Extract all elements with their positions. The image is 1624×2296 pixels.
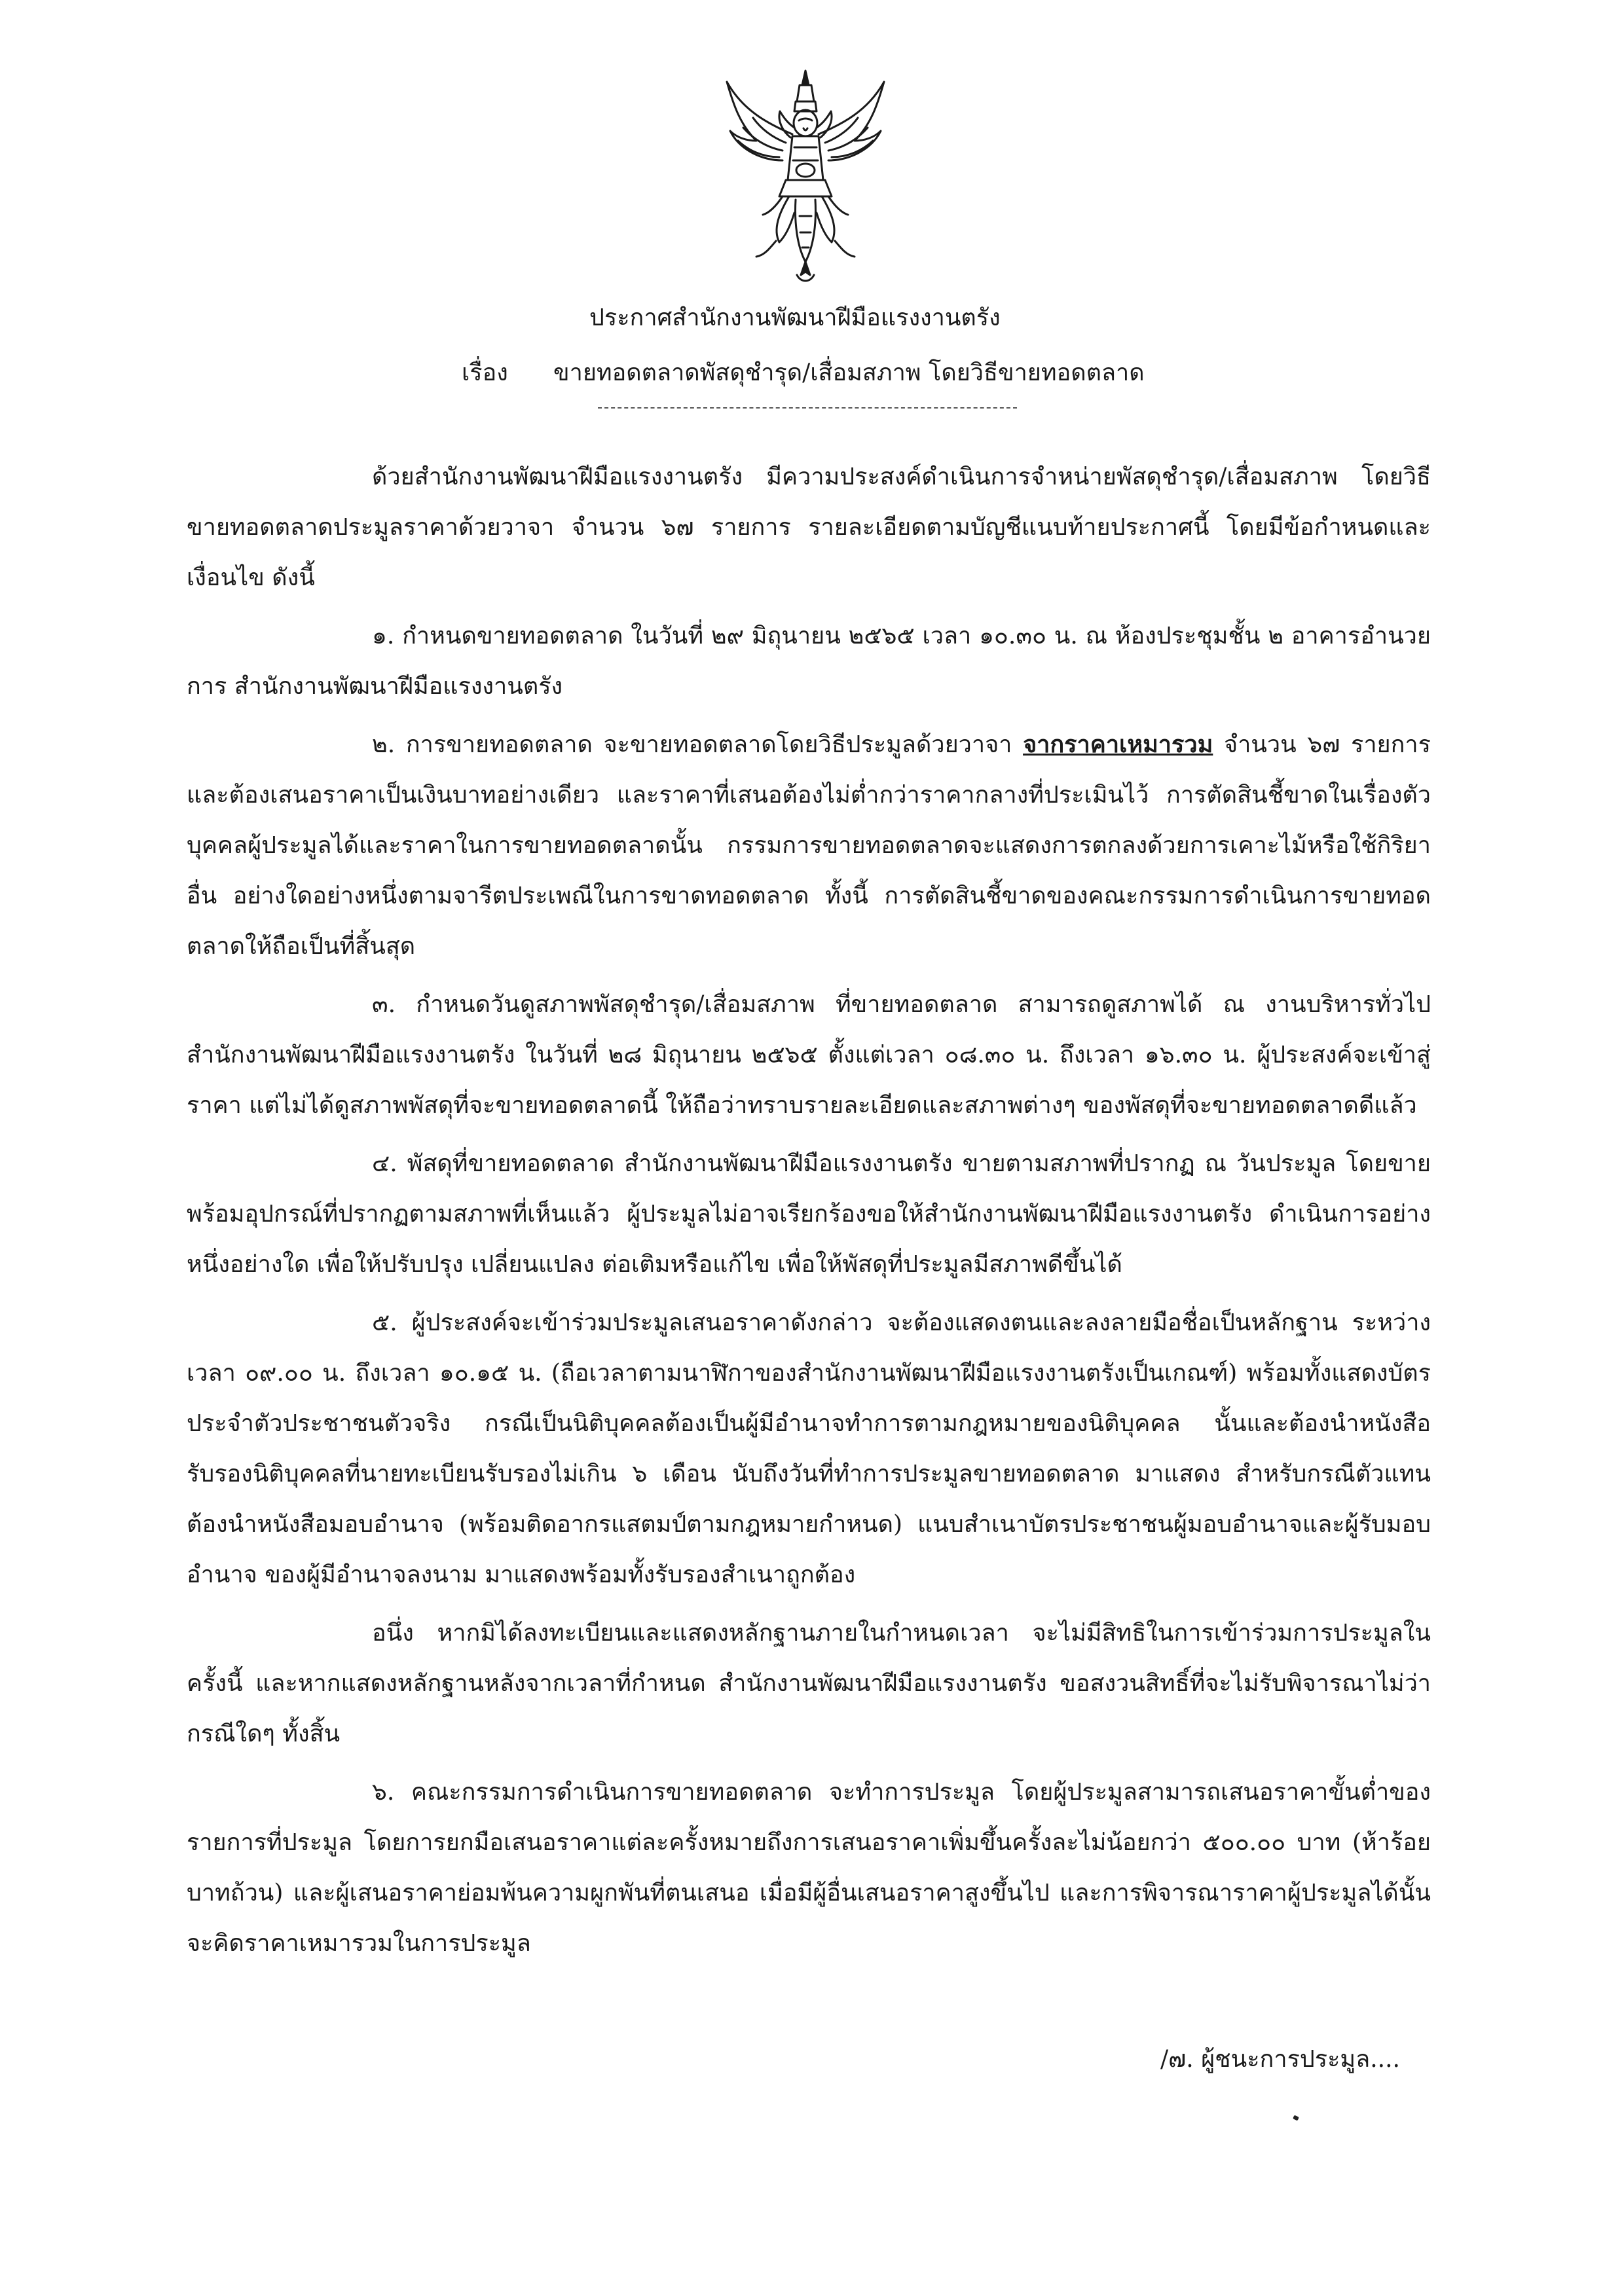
continuation-note: /๗. ผู้ชนะการประมูล.... bbox=[1160, 2046, 1400, 2073]
garuda-emblem-icon bbox=[717, 65, 894, 291]
scan-mark bbox=[1293, 2115, 1299, 2121]
clause-1: ๑. กำหนดขายทอดตลาด ในวันที่ ๒๙ มิถุนายน ๒๕๖๕ เวลา ๑๐.๓๐ น. ณ ห้องประชุมชั้น ๒ อาคารอำนวยการ สำนักงานพัฒนาฝีมือแรงงานตรัง bbox=[187, 623, 1431, 700]
announcement-body bbox=[187, 452, 1431, 1977]
announcement-title: ประกาศสำนักงานพัฒนาฝีมือแรงงานตรัง bbox=[589, 304, 1001, 331]
clause-5-note: อนึ่ง หากมิได้ลงทะเบียนและแสดงหลักฐานภายในกำหนดเวลา จะไม่มีสิทธิในการเข้าร่วมการประมูลในครั้งนี้ และหากแสดงหลักฐานหลังจากเวลาที่กำหนด สำนักงานพัฒนาฝีมือแรงงานตรัง ขอสงวนสิทธิ์ที่จะไม่รับพิจารณาไม่ว่ากรณีใดๆ ทั้งสิ้น bbox=[187, 1620, 1431, 1747]
clause-2-rest: จำนวน ๖๗ รายการ และต้องเสนอราคาเป็นเงินบาทอย่างเดียว และราคาที่เสนอต้องไม่ต่ำกว่าราคากลางที่ประเมินไว้ การตัดสินชี้ขาดในเรื่องตัวบุคคลผู้ประมูลได้และราคาในการขายทอดตลาดนั้น กรรมการขายทอดตลาดจะแสดงการตกลงด้วยการเคาะไม้หรือใช้กิริยาอื่น อย่างใดอย่างหนึ่งตามจารีตประเพณีในการขาดทอดตลาด ทั้งนี้ การตัดสินชี้ขาดของคณะกรรมการดำเนินการขายทอดตลาดให้ถือเป็นที่สิ้นสุด bbox=[187, 731, 1431, 960]
clause-2-emphasis: จากราคาเหมารวม bbox=[1023, 731, 1213, 758]
intro-paragraph: ด้วยสำนักงานพัฒนาฝีมือแรงงานตรัง มีความประสงค์ดำเนินการจำหน่ายพัสดุชำรุด/เสื่อมสภาพ โดยวิธีขายทอดตลาดประมูลราคาด้วยวาจา จำนวน ๖๗ รายการ รายละเอียดตามบัญชีแนบท้ายประกาศนี้ โดยมีข้อกำหนดและเงื่อนไข ดังนี้ bbox=[187, 464, 1431, 591]
clause-6: ๖. คณะกรรมการดำเนินการขายทอดตลาด จะทำการประมูล โดยผู้ประมูลสามารถเสนอราคาขั้นต่ำของรายการที่ประมูล โดยการยกมือเสนอราคาแต่ละครั้งหมายถึงการเสนอราคาเพิ่มขึ้นครั้งละไม่น้อยกว่า ๕๐๐.๐๐ บาท (ห้าร้อยบาทถ้วน) และผู้เสนอราคาย่อมพ้นความผูกพันที่ตนเสนอ เมื่อมีผู้อื่นเสนอราคาสูงขึ้นไป และการพิจารณาราคาผู้ประมูลได้นั้น จะคิดราคาเหมารวมในการประมูล bbox=[187, 1779, 1431, 1957]
clause-4: ๔. พัสดุที่ขายทอดตลาด สำนักงานพัฒนาฝีมือแรงงานตรัง ขายตามสภาพที่ปรากฏ ณ วันประมูล โดยขายพร้อมอุปกรณ์ที่ปรากฏตามสภาพที่เห็นแล้ว ผู้ประมูลไม่อาจเรียกร้องขอให้สำนักงานพัฒนาฝีมือแรงงานตรัง ดำเนินการอย่างหนึ่งอย่างใด เพื่อให้ปรับปรุง เปลี่ยนแปลง ต่อเติมหรือแก้ไข เพื่อให้พัสดุที่ประมูลมีสภาพดีขึ้นได้ bbox=[187, 1150, 1431, 1278]
header-divider bbox=[598, 407, 1017, 409]
announcement-subject bbox=[0, 357, 1624, 389]
subject-text: ขายทอดตลาดพัสดุชำรุด/เสื่อมสภาพ โดยวิธีขายทอดตลาด bbox=[553, 359, 1145, 386]
subject-label: เรื่อง bbox=[462, 359, 508, 386]
clause-2-start: ๒. การขายทอดตลาด จะขายทอดตลาดโดยวิธีประมูลด้วยวาจา bbox=[372, 731, 1024, 758]
clause-3: ๓. กำหนดวันดูสภาพพัสดุชำรุด/เสื่อมสภาพ ที่ขายทอดตลาด สามารถดูสภาพได้ ณ งานบริหารทั่วไป สำนักงานพัฒนาฝีมือแรงงานตรัง ในวันที่ ๒๘ มิถุนายน ๒๕๖๕ ตั้งแต่เวลา ๐๘.๓๐ น. ถึงเวลา ๑๖.๓๐ น. ผู้ประสงค์จะเข้าสู่ราคา แต่ไม่ได้ดูสภาพพัสดุที่จะขายทอดตลาดนี้ ให้ถือว่าทราบรายละเอียดและสภาพต่างๆ ของพัสดุที่จะขายทอดตลาดดีแล้ว bbox=[187, 991, 1431, 1119]
clause-5: ๕. ผู้ประสงค์จะเข้าร่วมประมูลเสนอราคาดังกล่าว จะต้องแสดงตนและลงลายมือชื่อเป็นหลักฐาน ระหว่างเวลา ๐๙.๐๐ น. ถึงเวลา ๑๐.๑๕ น. (ถือเวลาตามนาฬิกาของสำนักงานพัฒนาฝีมือแรงงานตรังเป็นเกณฑ์) พร้อมทั้งแสดงบัตรประจำตัวประชาชนตัวจริง กรณีเป็นนิติบุคคลต้องเป็นผู้มีอำนาจทำการตามกฎหมายของนิติบุคคล นั้นและต้องนำหนังสือรับรองนิติบุคคลที่นายทะเบียนรับรองไม่เกิน ๖ เดือน นับถึงวันที่ทำการประมูลขายทอดตลาด มาแสดง สำหรับกรณีตัวแทน ต้องนำหนังสือมอบอำนาจ (พร้อมติดอากรแสตมป์ตามกฎหมายกำหนด) แนบสำเนาบัตรประชาชนผู้มอบอำนาจและผู้รับมอบอำนาจ ของผู้มีอำนาจลงนาม มาแสดงพร้อมทั้งรับรองสำเนาถูกต้อง bbox=[187, 1309, 1431, 1588]
clause-2 bbox=[187, 720, 1431, 972]
